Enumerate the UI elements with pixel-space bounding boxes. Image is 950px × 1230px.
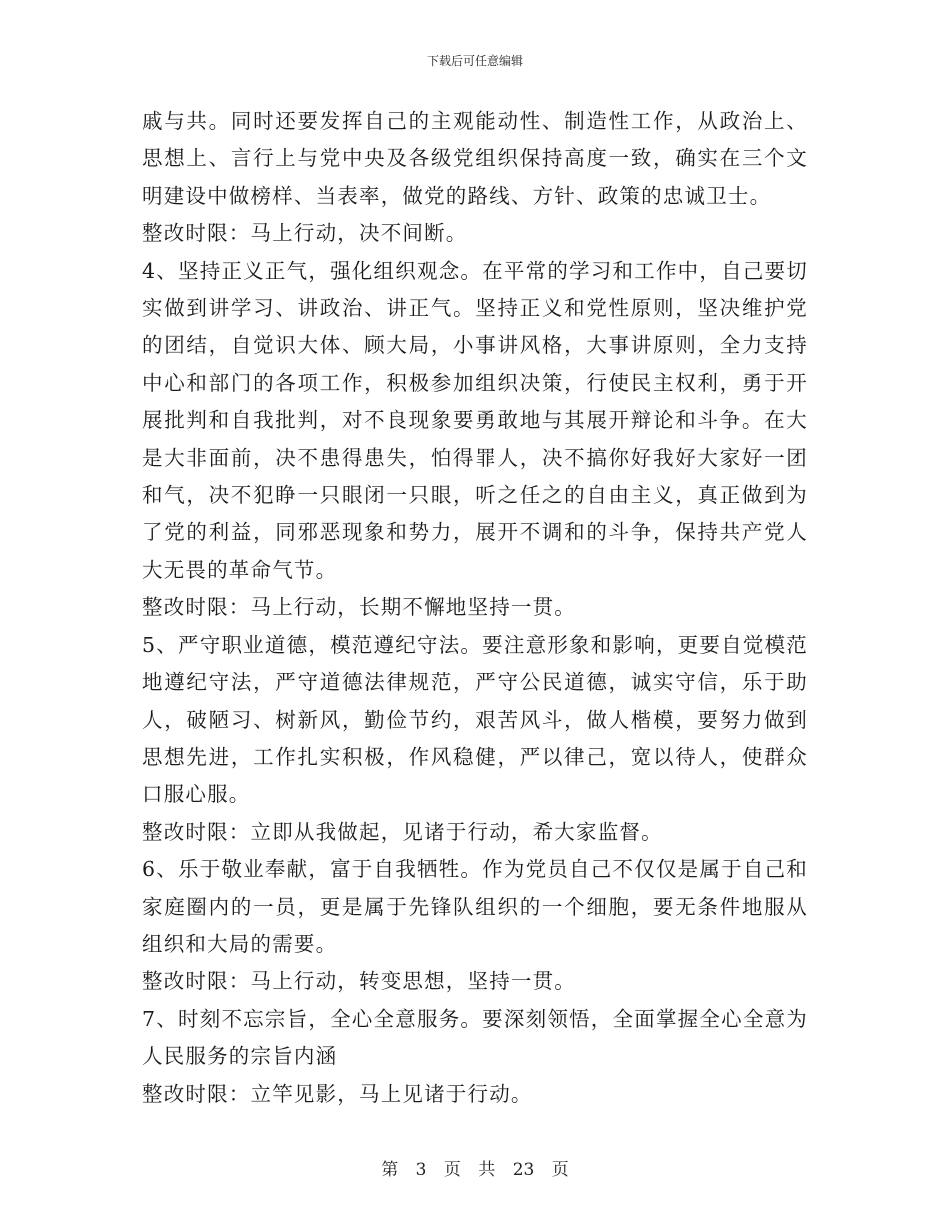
total-unit: 页 xyxy=(551,1160,569,1180)
deadline-line-4: 整改时限：马上行动，长期不懈地坚持一贯。 xyxy=(142,595,576,620)
total-label: 共 xyxy=(478,1160,496,1180)
page-total: 23 xyxy=(512,1160,535,1180)
page-footer xyxy=(0,1155,950,1180)
paragraph-item-7: 7、时刻不忘宗旨，全心全意服务。要深刻领悟，全面掌握全心全意为人民服务的宗旨内涵 xyxy=(142,1006,808,1069)
deadline-line-6: 整改时限：马上行动，转变思想，坚持一贯。 xyxy=(142,969,576,994)
page-label: 第 xyxy=(381,1160,399,1180)
deadline-line-7: 整改时限：立竿见影，马上见诸于行动。 xyxy=(142,1081,533,1106)
paragraph-continuation: 戚与共。同时还要发挥自己的主观能动性、制造性工作，从政治上、思想上、言行上与党中央及各级党组织保持高度一致，确实在三个文明建设中做榜样、当表率，做党的路线、方针、政策的忠诚卫士。 xyxy=(142,109,808,208)
paragraph-item-5: 5、严守职业道德，模范遵纪守法。要注意形象和影响，更要自觉模范地遵纪守法，严守道德法律规范，严守公民道德，诚实守信，乐于助人，破陋习、树新风，勤俭节约，艰苦风斗，做人楷模，要努力做到思想先进，工作扎实积极，作风稳健，严以律己，宽以待人，使群众口服心服。 xyxy=(142,632,808,807)
deadline-line-5: 整改时限：立即从我做起，见诸于行动，希大家监督。 xyxy=(142,819,663,844)
page-header xyxy=(0,52,950,69)
header-text: 下载后可任意编辑 xyxy=(426,54,523,68)
document-body xyxy=(142,103,808,1113)
paragraph-item-6: 6、乐于敬业奉献，富于自我牺牲。作为党员自己不仅仅是属于自己和家庭圈内的一员，更是属于先锋队组织的一个细胞，要无条件地服从组织和大局的需要。 xyxy=(142,857,808,956)
deadline-line-1: 整改时限：马上行动，决不间断。 xyxy=(142,221,468,246)
page-current: 3 xyxy=(415,1160,427,1180)
page-unit: 页 xyxy=(443,1160,461,1180)
paragraph-item-4: 4、坚持正义正气，强化组织观念。在平常的学习和工作中，自己要切实做到讲学习、讲政治、讲正气。坚持正义和党性原则，坚决维护党的团结，自觉识大体、顾大局，小事讲风格，大事讲原则，全力支持中心和部门的各项工作，积极参加组织决策，行使民主权利，勇于开展批判和自我批判，对不良现象要勇敢地与其展开辩论和斗争。在大是大非面前，决不患得患失，怕得罪人，决不搞你好我好大家好一团和气，决不犯睁一只眼闭一只眼，听之任之的自由主义，真正做到为了党的利益，同邪恶现象和势力，展开不调和的斗争，保持共产党人大无畏的革命气节。 xyxy=(142,258,808,582)
